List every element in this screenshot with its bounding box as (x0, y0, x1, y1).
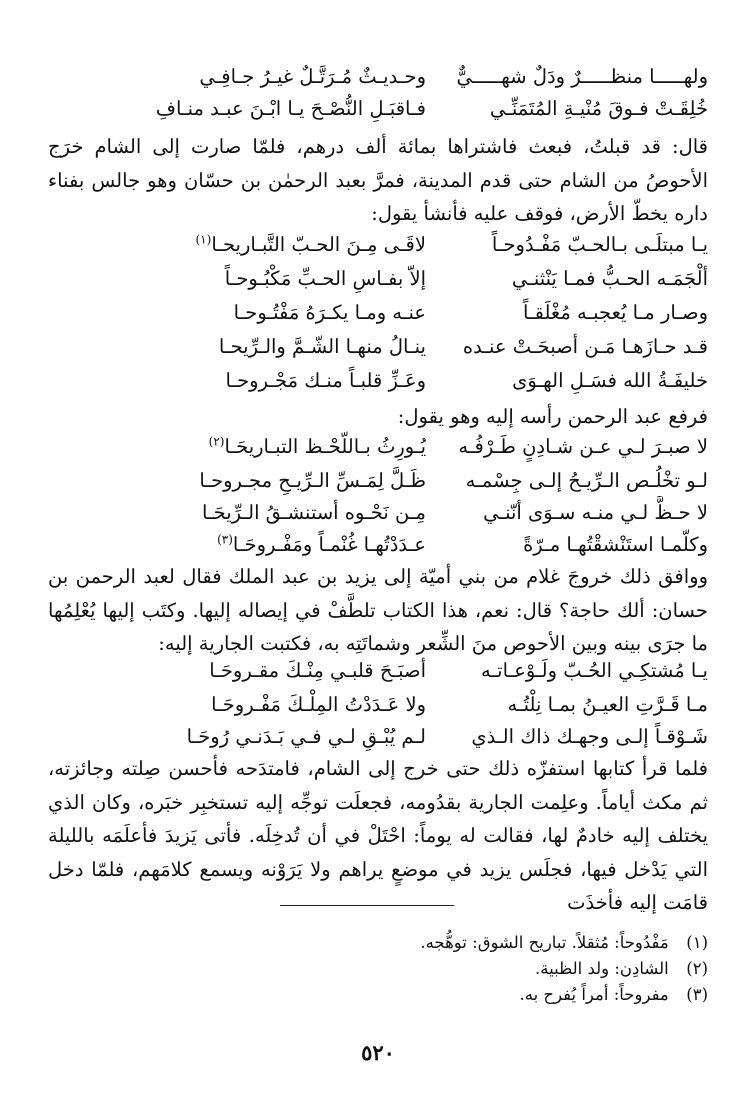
verse-second-hemistich: ظَـلَّ لِمَـسِّ الـرِّيـحِ مجـروحـا (199, 469, 426, 492)
verse-first-hemistich: ألْجَمَـه الحـبُّ فمـا يَنْثنـي (511, 267, 708, 290)
verse-line (96, 364, 708, 398)
verse-second-hemistich: ينـالُ منهـا الشّـمَّ والـرِّيحـا (218, 335, 426, 358)
footnote-number: (٢) (686, 959, 708, 978)
verse-second-hemistich: مِـن نَحْـوه أستنشـقُ الـرِّيحَـا (201, 501, 426, 524)
verse-first-hemistich: قـد حـازَهـا مَـن أصبحَـتْ عنـده (462, 335, 708, 358)
verse-first-hemistich: لـو تخْلُـص الـرِّيـحُ إلـى جِسْمـه (465, 469, 708, 492)
footnote (120, 930, 708, 956)
verse-first-hemistich: خليفَـةُ الله فسَـلِ الهـوَى (512, 369, 708, 392)
footnote-text: مَفْدُوحاً: مُثقلاً. تباريح الشوق: توهُّجه. (420, 933, 669, 952)
verse-first-hemistich: يـا مبتلَـى بـالحـبّ مَفْـدُوحـاً (491, 233, 708, 256)
prose-paragraph: قال: قد قبلتُ، فبعث فاشتراها بمائة ألف درهم، فلمّا صارت إلى الشام خرَج الأحوصُ من الشام حتى قدم المدينة، فمرَّ بعبد الرحمٰن بن حسّان وهو جالس بفناء داره يخطّ الأرض، فوقف عليه فأنشأ يقول: (48, 135, 708, 225)
verse-line (96, 688, 708, 722)
verse-first-hemistich: يـا مُشتكِـي الحُـبّ ولَـوْعـاتـه (481, 659, 708, 682)
verse-second-hemistich: لاقَـى مِـنَ الحـبّ التَّبـاريحـا$^{(١)}$ (195, 232, 426, 256)
prose-paragraph: ووافق ذلك خروجَ غلام من بني أميّة إلى يزيد بن عبد الملك فقال لعبد الرحمن بن حسان: ألك حاجة؟ قال: نعم، هذا الكتاب تلطَّفْ في إيصاله إليها. وكتَب إليها يُعْلِمُها ما جرَى بينه وبين الأحوص منَ الشِّعر وشماتَتِه به، فكتبت الجارية إليه: (48, 565, 708, 655)
footnote-text: مفروحاً: أمراً يُفرح به. (519, 985, 669, 1004)
verse-second-hemistich: يُـورِثُ بـاللّحْـظ التبـاريحَـا$^{(٢)}$ (208, 434, 426, 458)
verse-second-hemistich: لـم يُبْـقِ لـي فـي بَـدَنـي رُوحَـا (186, 725, 426, 748)
verse-second-hemistich: عنـه ومـا يكـرَهُ مَفْتُـوحـا (233, 301, 426, 324)
footnote (120, 956, 708, 982)
verse-line (96, 528, 708, 562)
verse-first-hemistich: مـا قَـرَّتِ العيـنُ بمـا نِلْتُـه (507, 693, 708, 716)
verse-first-hemistich: لا صبـرَ لـي عـن شـادِنٍ طَـرْفُـه (458, 435, 708, 458)
verse-line (96, 228, 708, 262)
verse-first-hemistich: ولهـــــا منظـــــرٌ ودَلٌ شهـــــيٌّ (456, 65, 708, 88)
verse-line (96, 430, 708, 464)
verse-line (96, 60, 708, 94)
verse-line (96, 330, 708, 364)
verse-second-hemistich: عـدَدْتُهـا غُنْمـاً ومَفْـروحَـا$^{(٣)}$ (217, 532, 426, 556)
footnote-marker: (٢) (208, 434, 225, 449)
verse-line (96, 262, 708, 296)
verse-first-hemistich: وصـار مـا يُعجبـه مُغْلَقـاً (522, 301, 708, 324)
prose-paragraph: فرفع عبد الرحمن رأسه إليه وهو يقول: (397, 405, 708, 428)
page-number: ٥٢٠ (361, 1040, 395, 1065)
verse-line (96, 464, 708, 498)
verse-first-hemistich: لا حـظَّ لـي منـه سـوَى أنّنـي (483, 501, 708, 524)
verse-line (96, 296, 708, 330)
footnote-number: (١) (686, 933, 708, 952)
footnote-marker: (١) (195, 232, 212, 247)
verse-second-hemistich: إلاّ بفـاسِ الحـبِّ مَكْبُـوحـاً (224, 267, 426, 290)
verse-first-hemistich: وكلّمـا استَنْشقْتُهـا مـرّةً (523, 533, 708, 556)
verse-second-hemistich: أصبَـحَ قلبـي مِنْـكَ مقـروحَـا (209, 659, 426, 682)
footnote-marker: (٣) (217, 532, 233, 547)
footnote-number: (٣) (686, 985, 708, 1004)
verse-line (96, 92, 708, 126)
verse-line (96, 720, 708, 754)
verse-second-hemistich: وحـديـثٌ مُـرَتَّـلٌ غيـرُ جـافِـي (199, 65, 426, 88)
footnote-divider (280, 905, 454, 906)
verse-second-hemistich: فـاقبَـلِ النُّصْـحَ يـا ابْـنَ عبـد منـافِ (155, 97, 426, 120)
footnote-text: الشادِن: ولد الظبية. (535, 959, 669, 978)
verse-first-hemistich: خُلِقَـتْ فـوقَ مُنْيـةِ المُتَمَنِّـي (489, 97, 708, 120)
verse-second-hemistich: وعَـزِّ قلبـاً منـك مَجْـروحـا (225, 369, 426, 392)
verse-first-hemistich: شَـوْقـاً إلـى وجهـك ذاك الـذي (471, 725, 708, 748)
prose-paragraph: فلما قرأ كتابها استفزّه ذلك حتى خرج إلى الشام، فامتدَحه فأحسن صِلته وجائزته، ثم مكث أياماً. وعلِمت الجارية بقدُومه، فجعلَت توجِّه إليه تستخبِر خبَره، وكان الذي يختلف إليه خادمٌ لها، فقالت له يوماً: احْتَلْ في أن تُدخِلَه. فأتى يَزيدَ فأعلَمَه بالليلة التي يَدْخل فيها، فجلَس يزيد في موضعٍ يراهم ولا يَرَوْنه ويسمع كلامَهم، فلمّا دخل قامَت إليه فأخذَت (48, 757, 708, 914)
verse-line (96, 654, 708, 688)
verse-line (96, 496, 708, 530)
verse-second-hemistich: ولا عَـدَدْتُ المِلْـكَ مَفْـروحَـا (211, 693, 426, 716)
footnote (120, 982, 708, 1008)
